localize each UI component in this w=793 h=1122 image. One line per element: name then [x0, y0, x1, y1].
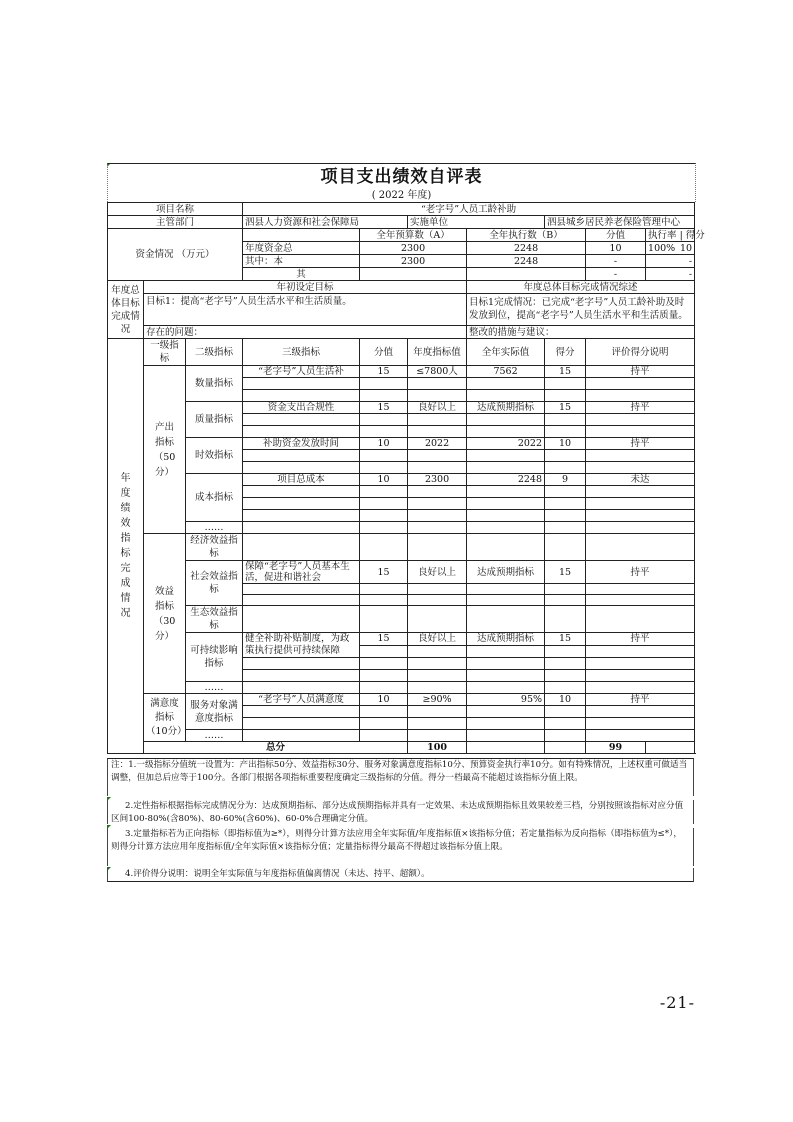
qty-points: 15	[545, 366, 586, 378]
funds-row3-label: 其	[243, 268, 360, 281]
funds-row1-rate: 100%	[648, 242, 676, 254]
unit-value: 泗县城乡居民养老保险管理中心	[545, 216, 695, 229]
year-line: ( 2022 年度)	[107, 189, 696, 202]
cost-target: 2300	[408, 474, 467, 486]
funds-row3-points: -	[646, 268, 695, 281]
sat-target: ≥90%	[408, 694, 467, 706]
qty-actual: 7562	[467, 366, 545, 378]
time-score: 10	[360, 438, 408, 450]
funds-label: 资金情况 （万元）	[108, 229, 243, 281]
funds-row2-budget: 2300	[360, 255, 467, 268]
qty-target: ≤7800人	[408, 366, 467, 378]
table-title: 项目支出绩效自评表	[107, 163, 696, 190]
perf-side-label: 年度绩效指标完成情况	[108, 339, 144, 754]
funds-col-points: 得分	[685, 229, 705, 241]
qty-l3: “老字号”人员生活补	[243, 366, 360, 378]
qual-actual: 达成预期指标	[467, 402, 545, 414]
cost-score: 10	[360, 474, 408, 486]
time-comment: 持平	[586, 438, 695, 450]
perf-h-points: 得分	[545, 339, 586, 366]
qty-label: 数量指标	[186, 366, 243, 402]
time-target: 2022	[408, 438, 467, 450]
social-comment: 持平	[586, 561, 695, 584]
eco-label: 生态效益指标	[186, 606, 243, 633]
effect-label: 效益指标（30分）	[144, 534, 186, 694]
qual-l3: 资金支出合规性	[243, 402, 360, 414]
sat-points: 10	[545, 694, 586, 706]
goals-target: 目标1：提高“老字号”人员生活水平和生活质量。	[144, 294, 467, 326]
perf-h-l2: 二级指标	[186, 339, 243, 366]
sat-l2: 服务对象满意度指标	[186, 694, 243, 730]
funds-row1-exec: 2248	[467, 242, 586, 255]
cost-comment: 未达	[586, 474, 695, 486]
funds-row3-score: -	[586, 268, 646, 281]
time-l3: 补助资金发放时间	[243, 438, 360, 450]
goals-side-label: 年度总体目标完成情况	[108, 281, 144, 339]
perf-h-comment: 评价得分说明	[586, 339, 695, 366]
funds-col-score: 分值	[586, 229, 646, 242]
sust-points: 15	[545, 633, 586, 646]
qual-label: 质量指标	[186, 402, 243, 438]
unit-label: 实施单位	[408, 216, 545, 229]
time-points: 10	[545, 438, 586, 450]
page-number: -21-	[659, 993, 695, 1012]
qty-score: 15	[360, 366, 408, 378]
sust-comment: 持平	[586, 633, 695, 646]
total-label: 总分	[144, 742, 408, 754]
time-actual: 2022	[467, 438, 545, 450]
sat-label: 满意度指标（10分）	[144, 694, 186, 742]
social-actual: 达成预期指标	[467, 561, 545, 584]
dept-value: 泗县人力资源和社会保障局	[243, 216, 408, 229]
social-label: 社会效益指标	[186, 561, 243, 606]
cost-points: 9	[545, 474, 586, 486]
sat-score: 10	[360, 694, 408, 706]
funds-row1-label: 年度资金总	[243, 242, 360, 255]
total-points: 99	[586, 742, 646, 754]
econ-label: 经济效益指标	[186, 534, 243, 561]
sat-ellipsis: ……	[186, 730, 243, 742]
goals-col-target: 年初设定目标	[144, 281, 467, 294]
funds-row2-label: 其中：本	[243, 255, 360, 268]
qual-score: 15	[360, 402, 408, 414]
social-l3: 保障“老字号”人员基本生活，促进和谐社会	[243, 561, 360, 584]
sat-comment: 持平	[586, 694, 695, 706]
perf-h-score: 分值	[360, 339, 408, 366]
social-target: 良好以上	[408, 561, 467, 584]
sust-actual: 达成预期指标	[467, 633, 545, 646]
cost-actual: 2248	[467, 474, 545, 486]
qual-points: 15	[545, 402, 586, 414]
funds-row1-points: 10	[679, 242, 693, 254]
perf-h-actual: 全年实际值	[467, 339, 545, 366]
output-ellipsis: ……	[186, 522, 243, 534]
funds-row1-budget: 2300	[360, 242, 467, 255]
funds-row2-points: -	[646, 255, 695, 268]
funds-row2-score: -	[586, 255, 646, 268]
goals-measures: 整改的措施与建议：	[467, 326, 695, 339]
sust-l3: 健全补助补贴制度，为政策执行提供可持续保障	[243, 633, 360, 658]
evaluation-table	[107, 202, 705, 754]
sust-target: 良好以上	[408, 633, 467, 646]
project-name-label: 项目名称	[108, 203, 243, 216]
funds-col-rate-points: 执行率 | 得分	[646, 229, 695, 242]
funds-row1-score: 10	[586, 242, 646, 255]
cost-l3: 项目总成本	[243, 474, 360, 486]
social-score: 15	[360, 561, 408, 584]
funds-row1-rate-points	[646, 242, 695, 255]
total-score: 100	[408, 742, 467, 754]
sat-l3: “老字号”人员满意度	[243, 694, 360, 706]
social-points: 15	[545, 561, 586, 584]
funds-col-exec: 全年执行数（B）	[467, 229, 586, 242]
goals-summary: 目标1完成情况：已完成“老字号”人员工龄补助及时发放到位，提高“老字号”人员生活水平和生活质量。	[467, 294, 695, 326]
qual-comment: 持平	[586, 402, 695, 414]
funds-col-budget: 全年预算数（A）	[360, 229, 467, 242]
perf-h-l3: 三级指标	[243, 339, 360, 366]
funds-col-rate: 执行率	[648, 229, 677, 241]
project-name-value: “老字号”人员工龄补助	[243, 203, 695, 216]
perf-h-l1: 一级指标	[144, 339, 186, 366]
effect-ellipsis: ……	[186, 682, 243, 694]
perf-h-target: 年度指标值	[408, 339, 467, 366]
dept-label: 主管部门	[108, 216, 243, 229]
funds-row2-exec: 2248	[467, 255, 586, 268]
sust-label: 可持续影响指标	[186, 633, 243, 682]
qual-target: 良好以上	[408, 402, 467, 414]
note-1: 注：1.一级指标分值统一设置为：产出指标50分、效益指标30分、服务对象满意度指标10分、预算资金执行率10分。如有特殊情况，上述权重可做适当调整，但加总后应等于100分。各部门根据各项指标重要程度确定三级指标的分值。得分一档最高不能超过该指标分值上限。	[107, 758, 694, 796]
goals-problems: 存在的问题：	[144, 326, 467, 339]
note-2: 2.定性指标根据指标完成情况分为：达成预期指标、部分达成预期指标并具有一定效果、未达成预期指标且效果较差三档，分别按照该指标对应分值区间100-80%(含80%)、80-60%(含60%)、60-0%合理确定分值。	[107, 800, 694, 824]
goals-col-summary: 年度总体目标完成情况综述	[467, 281, 695, 294]
sat-actual: 95%	[467, 694, 545, 706]
cost-label: 成本指标	[186, 474, 243, 522]
sust-score: 15	[360, 633, 408, 646]
note-3: 3.定量指标若为正向指标（即指标值为≥*），则得分计算方法应用全年实际值/年度指标值×该指标分值；若定量指标为反向指标（即指标值为≤*），则得分计算方法应用年度指标值/全年实际值×该指标分值；定量指标得分最高不得超过该指标分值上限。	[107, 828, 694, 866]
time-label: 时效指标	[186, 438, 243, 474]
qty-comment: 持平	[586, 366, 695, 378]
note-4: 4.评价得分说明：说明全年实际值与年度指标值偏离情况（未达、持平、超额）。	[107, 868, 694, 882]
output-label: 产出指标（50分）	[144, 366, 186, 534]
